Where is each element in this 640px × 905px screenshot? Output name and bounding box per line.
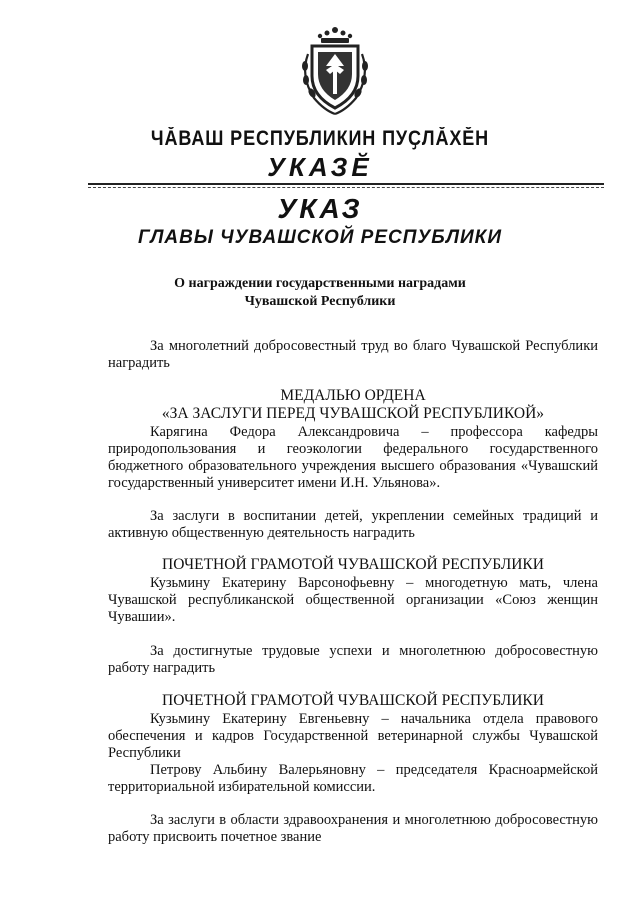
award-3-title: ПОЧЕТНОЙ ГРАМОТОЙ ЧУВАШСКОЙ РЕСПУБЛИКИ [162,692,544,709]
award-2-title: ПОЧЕТНОЙ ГРАМОТОЙ ЧУВАШСКОЙ РЕСПУБЛИКИ [162,556,544,573]
header-divider [88,183,604,185]
paragraph-2: Карягина Федора Александровича – профессора кафедры природопользования и геоэкологии федерального государственного бюджетного образовательного учреждения высшего образования «Чувашский государственный университет имени И.Н. Ульянова». [108,424,598,491]
paragraph-3: За заслуги в воспитании детей, укреплении семейных традиций и активную общественную деятельность наградить [108,508,598,541]
decree-subject [0,275,640,311]
paragraph-4: Кузьмину Екатерину Варсонофьевну – многодетную мать, члена Чувашской республиканской общественной организации «Союз женщин Чувашии». [108,575,598,625]
award-1-title-line1: МЕДАЛЬЮ ОРДЕНА [280,387,426,404]
subject-line2: Чувашской Республики [244,294,396,309]
chuvash-header-title: УКАЗĔ [267,152,373,182]
russian-header-line2: ГЛАВЫ ЧУВАШСКОЙ РЕСПУБЛИКИ [137,227,503,248]
subject-line1: О награждении государственными наградами [174,276,466,291]
paragraph-7: Петрову Альбину Валерьяновну – председателя Красноармейской территориальной избирательной комиссии. [108,762,598,795]
paragraph-1: За многолетний добросовестный труд во благо Чувашской Республики наградить [108,338,598,371]
paragraph-8: За заслуги в области здравоохранения и многолетнюю добросовестную работу присвоить почетное звание [108,812,598,845]
award-1-title-line2: «ЗА ЗАСЛУГИ ПЕРЕД ЧУВАШСКОЙ РЕСПУБЛИКОЙ» [161,405,545,422]
header-divider-dashed [88,187,604,188]
chuvash-coat-of-arms-icon [296,24,374,116]
chuvash-header-line1: ЧĂВАШ РЕСПУБЛИКИН ПУҪЛĂХĔН [150,127,490,150]
paragraph-6: Кузьмину Екатерину Евгеньевну – начальника отдела правового обеспечения и кадров Государственной ветеринарной службы Чувашской Республики [108,711,598,761]
russian-header-title: УКАЗ [277,193,363,224]
paragraph-5: За достигнутые трудовые успехи и многолетнюю добросовестную работу наградить [108,643,598,676]
